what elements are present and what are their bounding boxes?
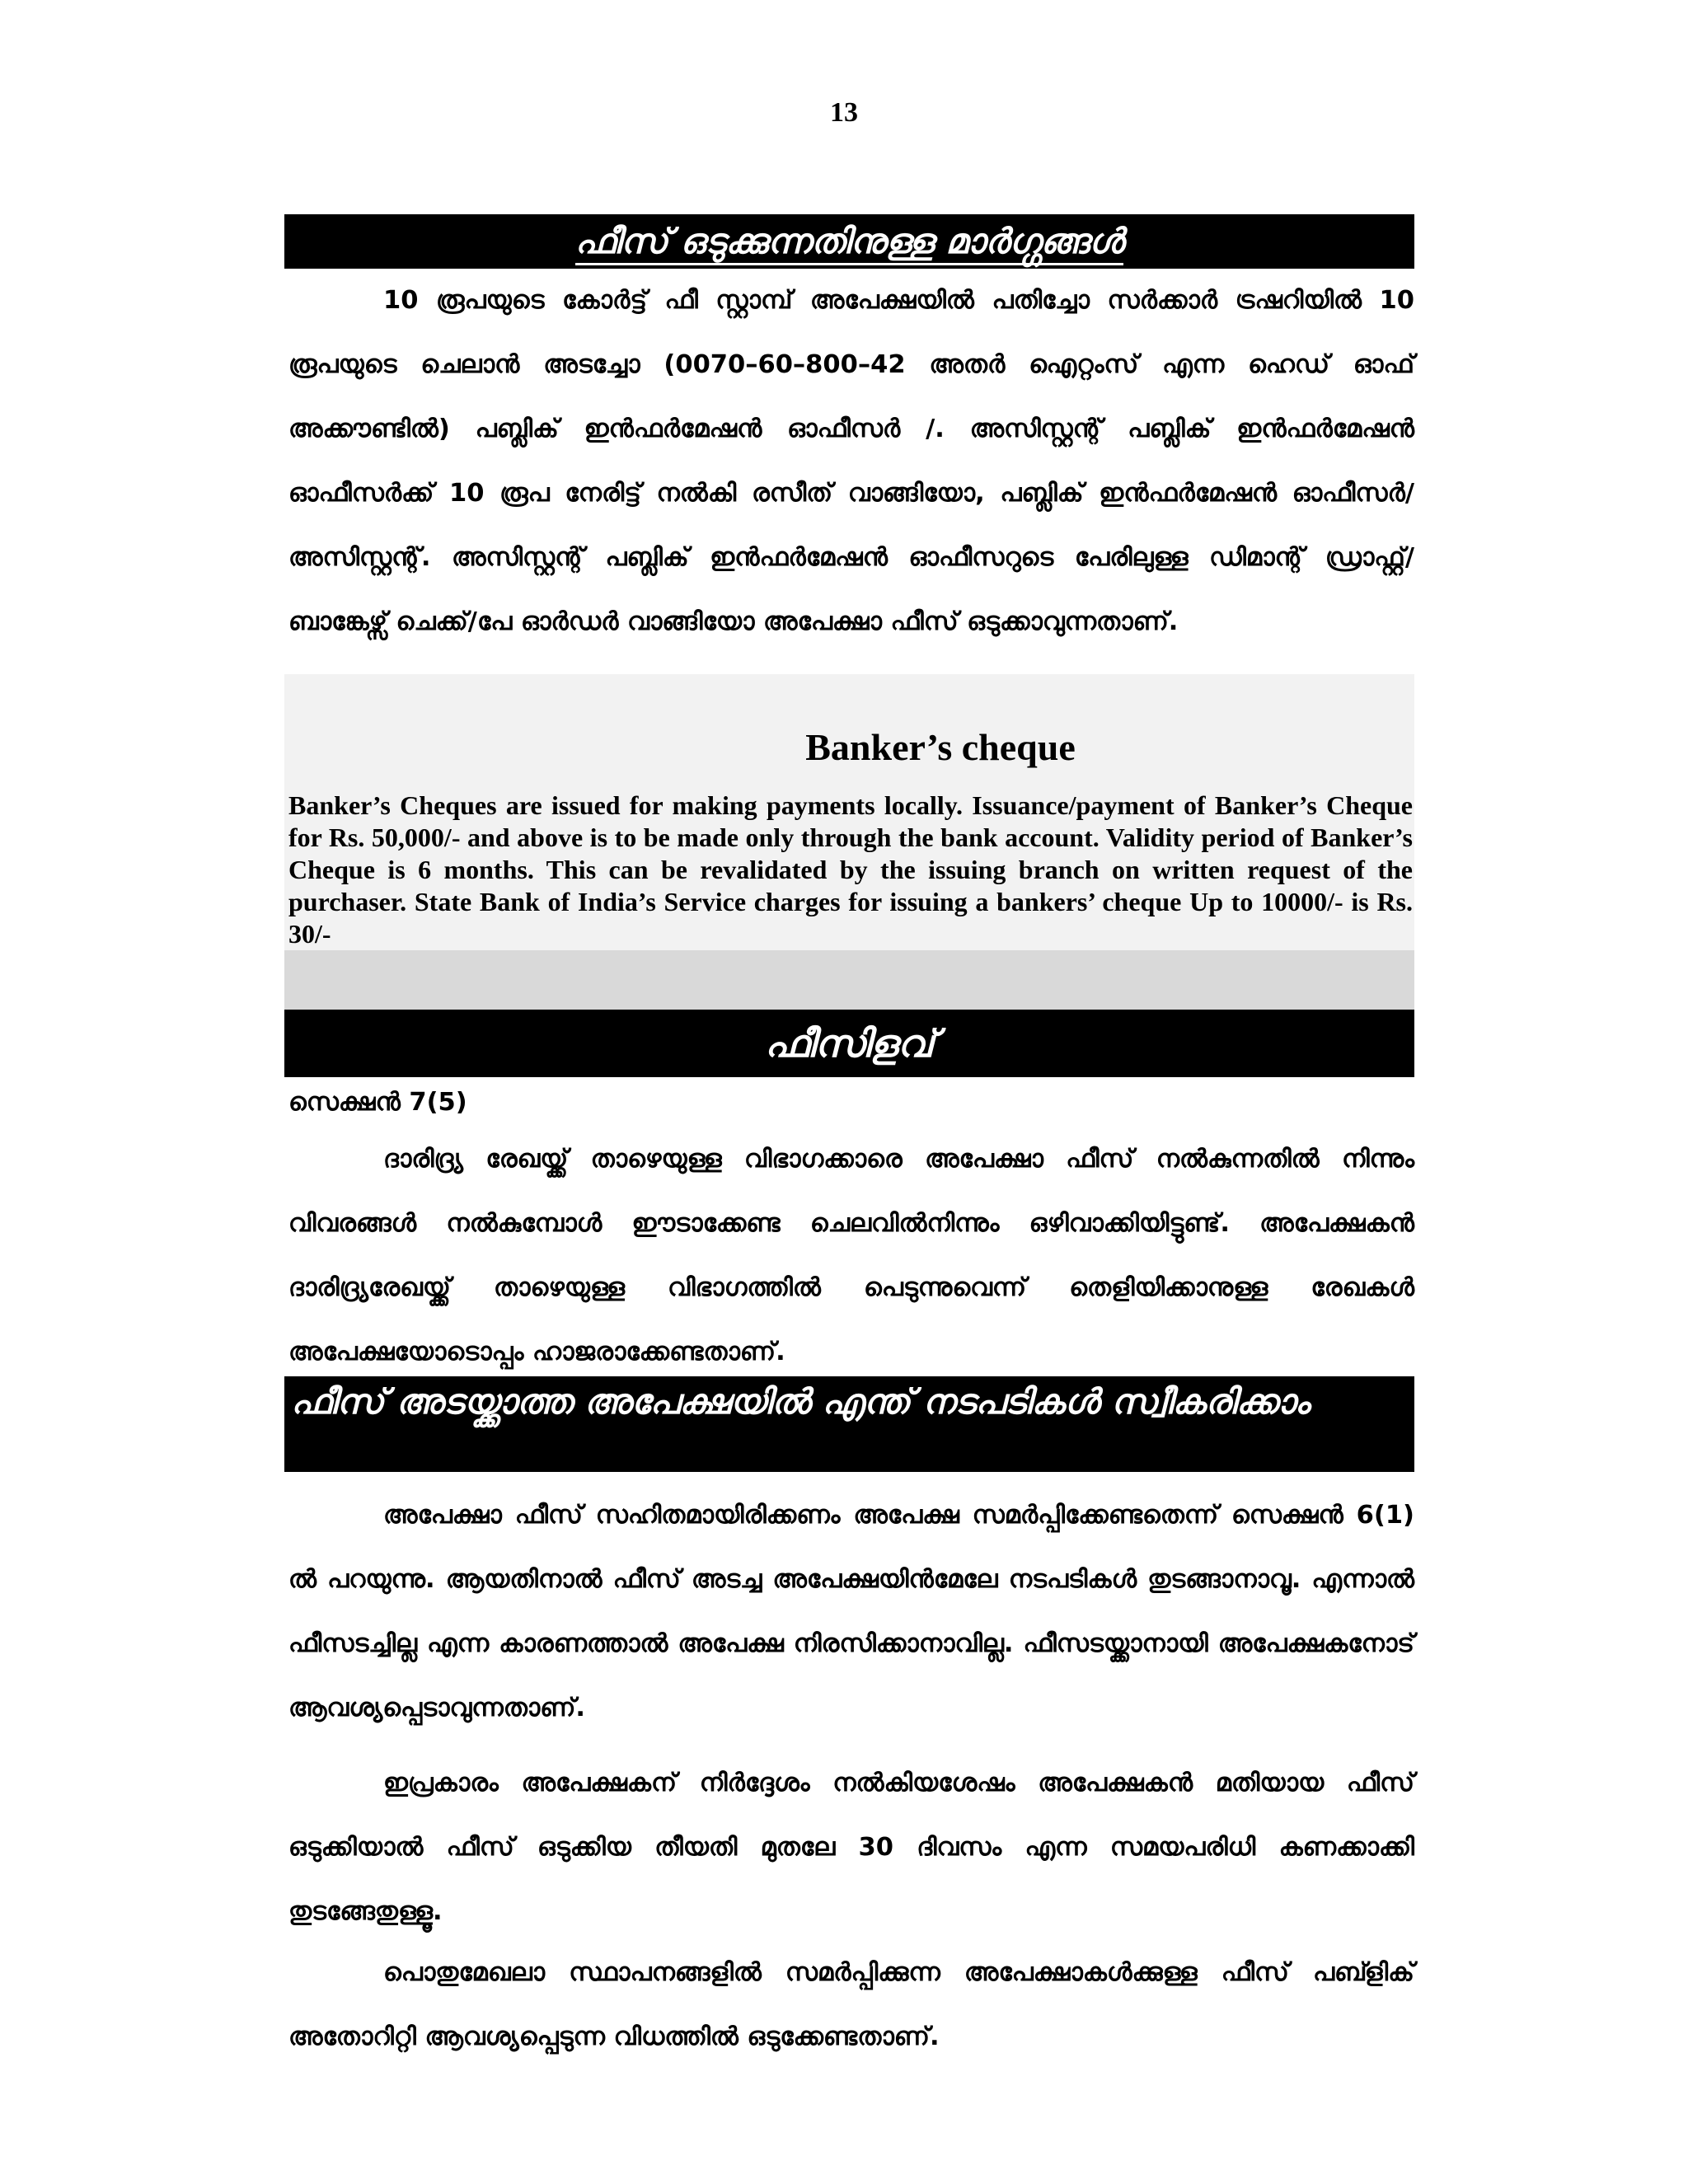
unpaid-fee-paragraph-3: പൊതുമേഖലാ സ്ഥാപനങ്ങളിൽ സമർപ്പിക്കുന്ന അപേക്ഷാകൾക്കുള്ള ഫീസ് പബ്ളിക് അതോറിറ്റി ആവശ്യപ്പെടുന്ന വിധത്തിൽ ഒടുക്കേണ്ടതാണ്. <box>288 1958 1414 2051</box>
section-7-5-label: സെക്ഷൻ 7(5) <box>288 1088 467 1117</box>
heading-text: ഫീസ് ഒടുക്കുന്നതിനുള്ള മാർഗ്ഗങ്ങൾ <box>575 221 1124 265</box>
page-number: 13 <box>830 97 858 128</box>
unpaid-fee-action-heading: ഫീസ് അടയ്ക്കാത്ത അപേക്ഷയിൽ എന്ത് നടപടികൾ സ്വീകരിക്കാം <box>284 1376 1414 1472</box>
fee-exemption-heading: ഫീസിളവ് <box>284 1010 1414 1077</box>
fee-exemption-paragraph: ദാരിദ്ര്യ രേഖയ്ക്ക് താഴെയുള്ള വിഭാഗക്കാരെ അപേക്ഷാ ഫീസ് നൽകുന്നതിൽ നിന്നും വിവരങ്ങൾ നൽകുമ്പോൾ ഈടാക്കേണ്ട ചെലവിൽനിന്നും ഒഴിവാക്കിയിട്ടുണ്ട്. അപേക്ഷകൻ ദാരിദ്ര്യരേഖയ്ക്ക് താഴെയുള്ള വിഭാഗത്തിൽ പെടുന്നുവെന്ന് തെളിയിക്കാനുള്ള രേഖകൾ അപേക്ഷയോടൊപ്പം ഹാജരാക്കേണ്ടതാണ്. <box>288 1145 1414 1366</box>
bankers-cheque-title: Banker’s cheque <box>805 726 1076 768</box>
unpaid-fee-paragraph-2: ഇപ്രകാരം അപേക്ഷകന് നിർദ്ദേശം നൽകിയശേഷം അപേക്ഷകൻ മതിയായ ഫീസ് ഒടുക്കിയാൽ ഫീസ് ഒടുക്കിയ തീയതി മുതലേ 30 ദിവസം എന്ന സമയപരിധി കണക്കാക്കി തുടങ്ങേതുള്ളൂ. <box>288 1769 1414 1926</box>
bankers-cheque-box-footer <box>284 950 1414 1010</box>
unpaid-fee-paragraph-1: അപേക്ഷാ ഫീസ് സഹിതമായിരിക്കണം അപേക്ഷ സമർപ്പിക്കേണ്ടതെന്ന് സെക്ഷൻ 6(1) ൽ പറയുന്നു. ആയതിനാൽ ഫീസ് അടച്ച അപേക്ഷയിൻമേലേ നടപടികൾ തുടങ്ങാനാവൂ. എന്നാൽ ഫീസടച്ചില്ല എന്ന കാരണത്താൽ അപേക്ഷ നിരസിക്കാനാവില്ല. ഫീസടയ്ക്കാനായി അപേക്ഷകനോട് ആവശ്യപ്പെടാവുന്നതാണ്. <box>288 1501 1414 1722</box>
bankers-cheque-body: Banker’s Cheques are issued for making payments locally. Issuance/payment of Banker’s Cheque for Rs. 50,000/- and above is to be made only through the bank account. Validity period of Banker’s Cheque is 6 months. This can be revalidated by the issuing branch on written request of the purchaser. State Bank of India’s Service charges for issuing a bankers’ cheque Up to 10000/- is Rs. 30/- <box>288 790 1413 949</box>
fee-payment-methods-heading <box>284 214 1414 269</box>
fee-payment-methods-paragraph: 10 രൂപയുടെ കോർട്ട് ഫീ സ്റ്റാമ്പ് അപേക്ഷയിൽ പതിച്ചോ സർക്കാർ ട്രഷറിയിൽ 10 രൂപയുടെ ചെലാൻ അടച്ചോ (0070–60–800–42 അതർ ഐറ്റംസ് എന്ന ഹെഡ് ഓഫ് അക്കൗണ്ടിൽ) പബ്ലിക് ഇൻഫർമേഷൻ ഓഫീസർ /. അസിസ്റ്റന്റ് പബ്ലിക് ഇൻഫർമേഷൻ ഓഫീസർക്ക് 10 രൂപ നേരിട്ട് നൽകി രസീത് വാങ്ങിയോ, പബ്ലിക് ഇൻഫർമേഷൻ ഓഫീസർ/അസിസ്റ്റന്റ്. അസിസ്റ്റന്റ് പബ്ലിക് ഇൻഫർമേഷൻ ഓഫീസറുടെ പേരിലുള്ള ഡിമാന്റ് ഡ്രാഫ്റ്റ്/ബാങ്കേഴ്സ് ചെക്ക്/പേ ഓർഡർ വാങ്ങിയോ അപേക്ഷാ ഫീസ് ഒടുക്കാവുന്നതാണ്. <box>288 286 1414 636</box>
